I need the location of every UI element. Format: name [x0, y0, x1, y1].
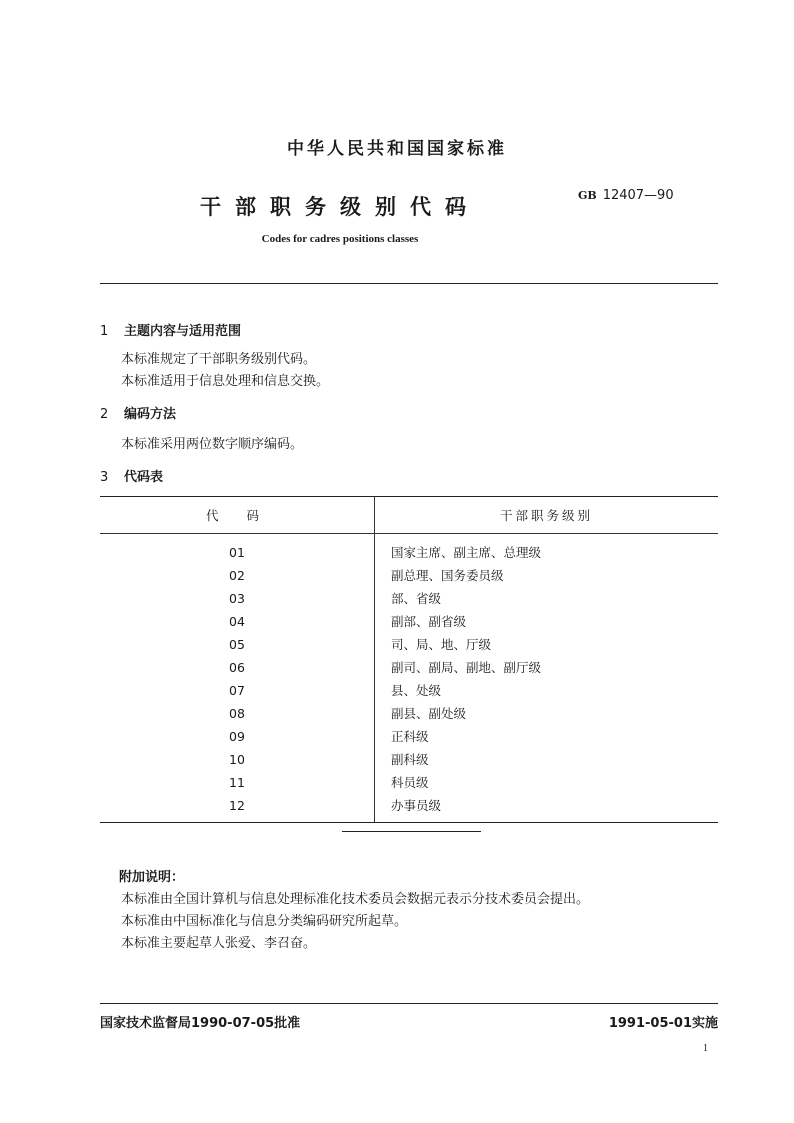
table-row [100, 534, 718, 565]
code-cell: 09 [100, 725, 375, 748]
standard-number [578, 188, 674, 203]
section-1-number: 1 [100, 324, 109, 339]
table-row [100, 610, 718, 633]
code-table [100, 496, 718, 823]
table-row [100, 725, 718, 748]
table-row [100, 564, 718, 587]
section-3-number: 3 [100, 470, 109, 485]
section-3-heading [100, 466, 163, 485]
note-line-2: 本标准由中国标准化与信息分类编码研究所起草。 [121, 914, 408, 929]
section-2-heading [100, 403, 176, 422]
table-row [100, 633, 718, 656]
english-title: Codes for cadres positions classes [261, 233, 419, 245]
implementation-date: 1991-05-01实施 [608, 1016, 718, 1031]
class-cell: 正科级 [391, 729, 429, 744]
note-line-1: 本标准由全国计算机与信息处理标准化技术委员会数据元表示分技术委员会提出。 [121, 892, 590, 907]
document-title: 干部职务级别代码 [200, 195, 480, 219]
footer-rule [100, 1003, 718, 1004]
table-row [100, 794, 718, 823]
section-2-line-1: 本标准采用两位数字顺序编码。 [121, 437, 304, 452]
class-cell: 副总理、国务委员级 [391, 568, 504, 583]
table-row [100, 679, 718, 702]
section-1-line-1: 本标准规定了干部职务级别代码。 [121, 352, 317, 367]
code-cell: 05 [100, 633, 375, 656]
section-1-heading [100, 320, 241, 339]
code-cell: 07 [100, 679, 375, 702]
class-cell: 司、局、地、厅级 [391, 637, 492, 652]
code-cell: 01 [100, 534, 375, 565]
page-number: 1 [703, 1043, 708, 1054]
end-of-text-rule [342, 831, 481, 832]
class-cell: 副科级 [391, 752, 429, 767]
notes-heading: 附加说明： [119, 870, 185, 885]
section-1-line-2: 本标准适用于信息处理和信息交换。 [121, 374, 330, 389]
code-cell: 04 [100, 610, 375, 633]
class-cell: 办事员级 [375, 794, 719, 823]
table-header-row [100, 497, 718, 534]
note-line-3: 本标准主要起草人张爱、李召奋。 [121, 936, 317, 951]
gb-number: 12407—90 [602, 188, 674, 203]
class-cell: 县、处级 [391, 683, 442, 698]
class-cell: 科员级 [391, 775, 429, 790]
standard-category: 中华人民共和国国家标准 [287, 139, 507, 159]
section-2-number: 2 [100, 407, 109, 422]
table-row [100, 702, 718, 725]
table-row [100, 656, 718, 679]
header-code: 代码 [100, 497, 375, 534]
section-1-title: 主题内容与适用范围 [124, 324, 242, 339]
class-cell: 副县、副处级 [391, 706, 467, 721]
section-2-title: 编码方法 [124, 407, 177, 422]
table-row [100, 748, 718, 771]
code-cell: 02 [100, 564, 375, 587]
code-cell: 10 [100, 748, 375, 771]
approval-date: 国家技术监督局1990-07-05批准 [100, 1016, 301, 1031]
section-3-title: 代码表 [124, 470, 164, 485]
class-cell: 副司、副局、副地、副厅级 [391, 660, 542, 675]
table-row [100, 587, 718, 610]
gb-prefix: GB [578, 189, 597, 202]
code-cell: 03 [100, 587, 375, 610]
class-cell: 国家主席、副主席、总理级 [391, 545, 542, 560]
header-rule [100, 283, 718, 284]
class-cell: 部、省级 [391, 591, 442, 606]
code-cell: 11 [100, 771, 375, 794]
header-position-class: 干部职务级别 [375, 497, 719, 534]
table-row [100, 771, 718, 794]
code-cell: 12 [100, 794, 375, 823]
class-cell: 副部、副省级 [391, 614, 467, 629]
code-cell: 06 [100, 656, 375, 679]
code-cell: 08 [100, 702, 375, 725]
